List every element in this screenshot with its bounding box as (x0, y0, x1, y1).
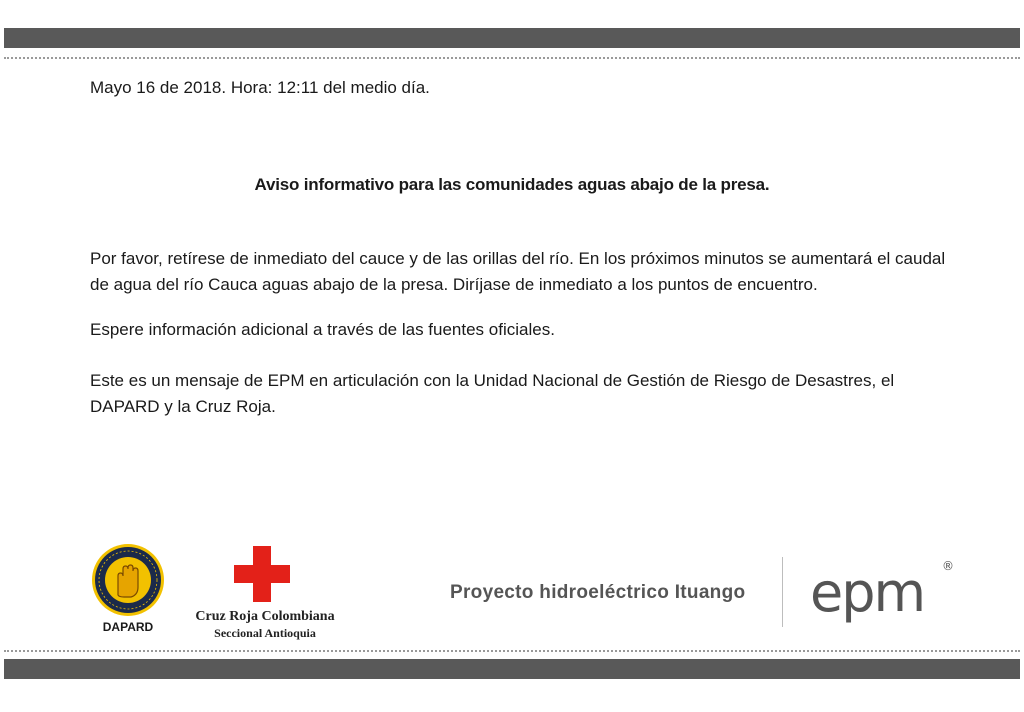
notice-paragraph-authors: Este es un mensaje de EPM en articulación con la Unidad Nacional de Gestión de Riesgo de Desastres, el DAPARD y la Cruz Roja. (90, 371, 895, 416)
notice-date: Mayo 16 de 2018. Hora: 12:11 del medio día. (90, 78, 430, 97)
top-border-bar (4, 28, 1020, 48)
epm-registered-mark: ® (942, 559, 954, 573)
red-cross-subtitle: Seccional Antioquia (214, 626, 316, 640)
dapard-label: DAPARD (102, 620, 154, 634)
notice-paragraph-official-sources: Espere información adicional a través de las fuentes oficiales. (90, 320, 555, 339)
bottom-border-bar (4, 659, 1020, 679)
red-cross-icon (234, 546, 290, 602)
notice-paragraph-evacuate: Por favor, retírese de inmediato del cauce y de las orillas del río. En los próximos minutos se aumentará el caudal de agua del río Cauca aguas abajo de la presa. Diríjase de inmediato a los puntos de encuentro. (90, 249, 946, 294)
red-cross-name: Cruz Roja Colombiana (195, 609, 335, 624)
notice-title: Aviso informativo para las comunidades aguas abajo de la presa. (254, 175, 770, 194)
logo-divider (782, 557, 783, 627)
bottom-dotted-divider (4, 650, 1020, 652)
top-dotted-divider (4, 57, 1020, 59)
epm-logo-icon (810, 556, 958, 628)
epm-logo-text: epm (810, 561, 925, 624)
project-name: Proyecto hidroeléctrico Ituango (450, 582, 746, 603)
